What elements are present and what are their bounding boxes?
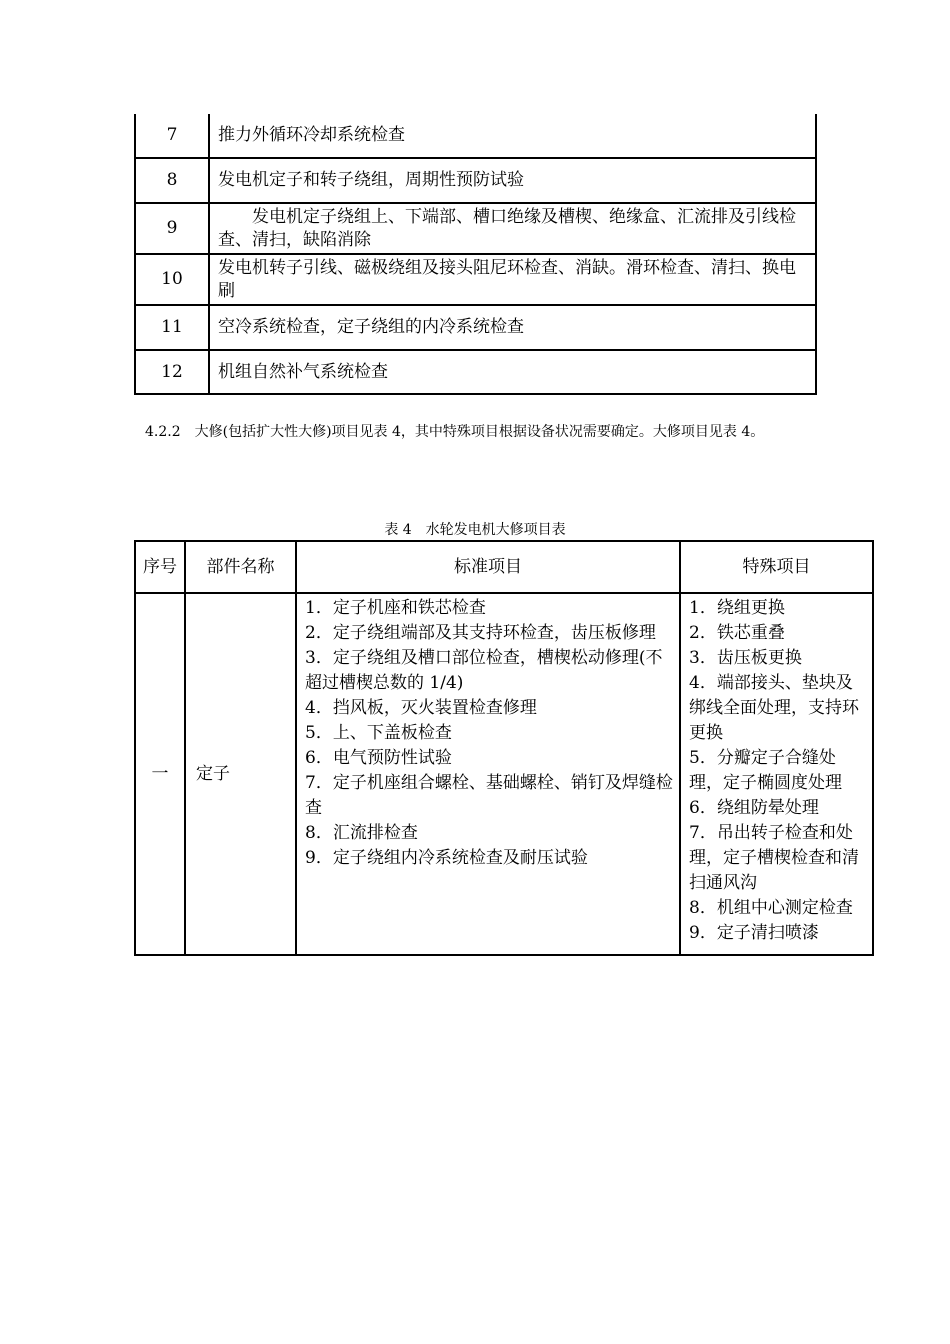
- row-part-name: 定子: [185, 593, 296, 955]
- standard-item: 2．定子绕组端部及其支持环检查，齿压板修理: [305, 623, 656, 643]
- special-item: 4．端部接头、垫块及绑线全面处理，支持环更换: [689, 673, 859, 743]
- maintenance-items-table-continued: [134, 114, 817, 395]
- header-standard-items: 标准项目: [296, 541, 680, 593]
- standard-item: 8．汇流排检查: [305, 823, 418, 843]
- row-item: 发电机定子绕组上、下端部、槽口绝缘及槽楔、绝缘盒、汇流排及引线检查、清扫，缺陷消除: [209, 203, 816, 254]
- table-row: [135, 254, 816, 305]
- special-item: 6．绕组防晕处理: [689, 798, 819, 818]
- table-row: [135, 350, 816, 394]
- row-item: 空冷系统检查，定子绕组的内冷系统检查: [209, 305, 816, 350]
- table-header-row: [135, 541, 873, 593]
- row-number: 8: [135, 158, 209, 203]
- row-item: 发电机定子和转子绕组，周期性预防试验: [209, 158, 816, 203]
- section-paragraph: 4.2.2 大修(包括扩大性大修)项目见表 4，其中特殊项目根据设备状况需要确定。大修项目见表 4。: [145, 424, 765, 440]
- row-number: 7: [135, 114, 209, 158]
- row-item: 机组自然补气系统检查: [209, 350, 816, 394]
- special-item: 5．分瓣定子合缝处理，定子椭圆度处理: [689, 748, 842, 793]
- standard-item: 7．定子机座组合螺栓、基础螺栓、销钉及焊缝检查: [305, 773, 673, 818]
- special-item: 7．吊出转子检查和处理，定子槽楔检查和清扫通风沟: [689, 823, 859, 893]
- standard-item: 5．上、下盖板检查: [305, 723, 452, 743]
- special-item: 1．绕组更换: [689, 598, 785, 618]
- table-row: [135, 114, 816, 158]
- header-part-name: 部件名称: [185, 541, 296, 593]
- row-seq: 一: [135, 593, 185, 955]
- row-number: 12: [135, 350, 209, 394]
- table-row: [135, 593, 873, 955]
- table-row: [135, 158, 816, 203]
- standard-items-cell: [296, 593, 680, 955]
- standard-item: 4．挡风板，灭火装置检查修理: [305, 698, 537, 718]
- table-row: [135, 305, 816, 350]
- row-item: 推力外循环冷却系统检查: [209, 114, 816, 158]
- row-number: 11: [135, 305, 209, 350]
- standard-item: 6．电气预防性试验: [305, 748, 452, 768]
- special-item: 3．齿压板更换: [689, 648, 802, 668]
- special-items-cell: [680, 593, 873, 955]
- standard-item: 3．定子绕组及槽口部位检查，槽楔松动修理(不超过槽楔总数的 1/4): [305, 648, 663, 693]
- row-number: 10: [135, 254, 209, 305]
- special-item: 8．机组中心测定检查: [689, 898, 853, 918]
- standard-item: 9．定子绕组内冷系统检查及耐压试验: [305, 848, 588, 868]
- table-row: [135, 203, 816, 254]
- special-item: 9．定子清扫喷漆: [689, 923, 819, 943]
- row-number: 9: [135, 203, 209, 254]
- row-item: 发电机转子引线、磁极绕组及接头阻尼环检查、消缺。滑环检查、清扫、换电刷: [209, 254, 816, 305]
- header-special-items: 特殊项目: [680, 541, 873, 593]
- header-seq: 序号: [135, 541, 185, 593]
- standard-item: 1．定子机座和铁芯检查: [305, 598, 486, 618]
- overhaul-items-table: [134, 540, 874, 956]
- special-item: 2．铁芯重叠: [689, 623, 785, 643]
- table-caption: 表 4 水轮发电机大修项目表: [384, 522, 566, 538]
